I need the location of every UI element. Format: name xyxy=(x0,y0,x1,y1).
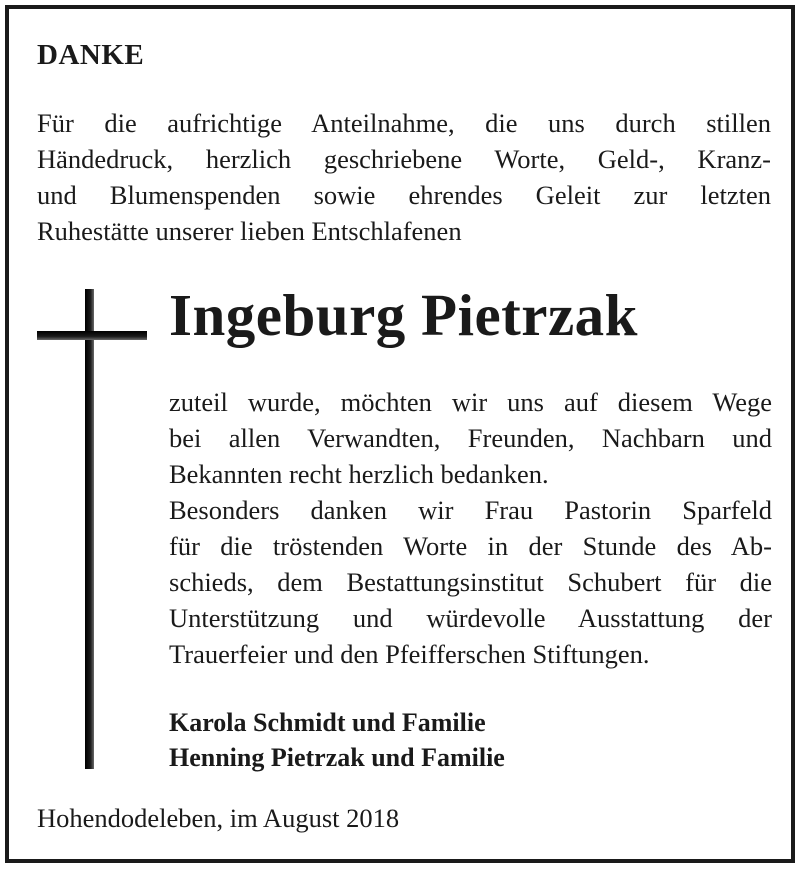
intro-line: Ruhestätte unserer lieben Entschlafenen xyxy=(37,216,462,246)
body-line: Trauerfeier und den Pfeifferschen Stiftungen. xyxy=(169,639,650,669)
body-line: zuteil wurde, möchten wir uns auf diesem Wege xyxy=(169,387,772,417)
body-line: schieds, dem Bestattungsinstitut Schubert für die xyxy=(169,567,772,597)
body-line: Unterstützung und würdevolle Ausstattung der xyxy=(169,603,772,633)
intro-line: Für die aufrichtige Anteilnahme, die uns durch stillen xyxy=(37,108,771,138)
body-line: für die tröstenden Worte in der Stunde des Ab- xyxy=(169,531,772,561)
thanks-paragraph xyxy=(169,384,772,672)
intro-line: Händedruck, herzlich geschriebene Worte, Geld-, Kranz- xyxy=(37,144,771,174)
body-line: Besonders danken wir Frau Pastorin Sparfeld xyxy=(169,495,772,525)
notice-heading: DANKE xyxy=(37,39,145,71)
body-line: bei allen Verwandten, Freunden, Nachbarn und xyxy=(169,423,772,453)
obituary-notice xyxy=(5,5,795,863)
body-line: Bekannten recht herzlich bedanken. xyxy=(169,459,549,489)
place-date: Hohendodeleben, im August 2018 xyxy=(37,803,400,833)
intro-paragraph xyxy=(37,105,771,249)
signatures xyxy=(169,705,505,775)
deceased-name: Ingeburg Pietrzak xyxy=(169,282,638,348)
signature-line: Henning Pietrzak und Familie xyxy=(169,743,505,772)
cross-icon xyxy=(37,289,147,769)
intro-line: und Blumenspenden sowie ehrendes Geleit zur letzten xyxy=(37,180,771,210)
signature-line: Karola Schmidt und Familie xyxy=(169,708,486,737)
